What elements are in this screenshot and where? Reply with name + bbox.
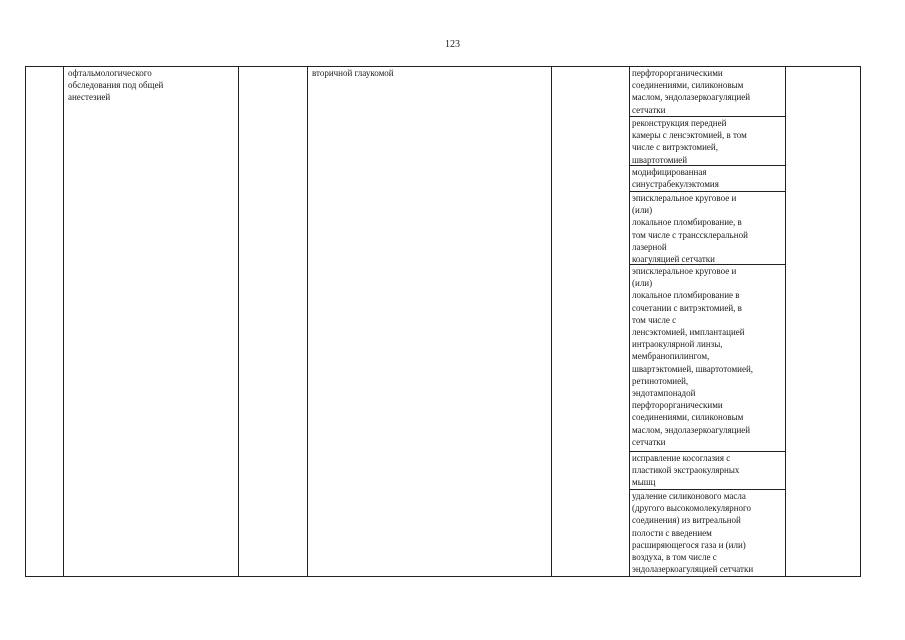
procedures-table [25,66,861,577]
treatment-methods-column [629,67,785,576]
procedure-cell: эписклеральное круговое и (или) локальное пломбирование, в том числе с транссклеральной лазерной коагуляцией сетчатки [629,192,785,265]
procedure-cell: модифицированная синустрабекулэктомия [629,166,785,192]
cell-diagnosis: вторичной глаукомой [312,68,394,78]
column-divider [63,67,64,576]
procedure-cell: эписклеральное круговое и (или) локальное пломбирование в сочетании с витрэктомией, в том числе с ленсэктомией, имплантацией интраокулярной линзы, мембранопилингом, швартэктомией, швартотомией, ретинотомией, эндотампонадой перфторорганическими соединениями, силиконовым маслом, эндолазеркоагуляцией сетчатки [629,265,785,452]
page-number: 123 [445,39,460,50]
cell-patient-model: офтальмологического обследования под общей анестезией [68,68,164,103]
column-divider [238,67,239,576]
procedure-cell: исправление косоглазия с пластикой экстраокулярных мышц [629,452,785,490]
procedure-cell: удаление силиконового масла (другого высокомолекулярного соединения) из витреальной полости с введением расширяющегося газа и (или) воздуха, в том числе с эндолазеркоагуляцией сетчатки [632,491,754,575]
column-divider [307,67,308,576]
procedure-cell: реконструкция передней камеры с ленсэктомией, в том числе с витрэктомией, швартотомией [629,117,785,166]
procedure-cell: перфторорганическими соединениями, силиконовым маслом, эндолазеркоагуляцией сетчатки [629,67,785,117]
column-divider [551,67,552,576]
column-divider [785,67,786,576]
